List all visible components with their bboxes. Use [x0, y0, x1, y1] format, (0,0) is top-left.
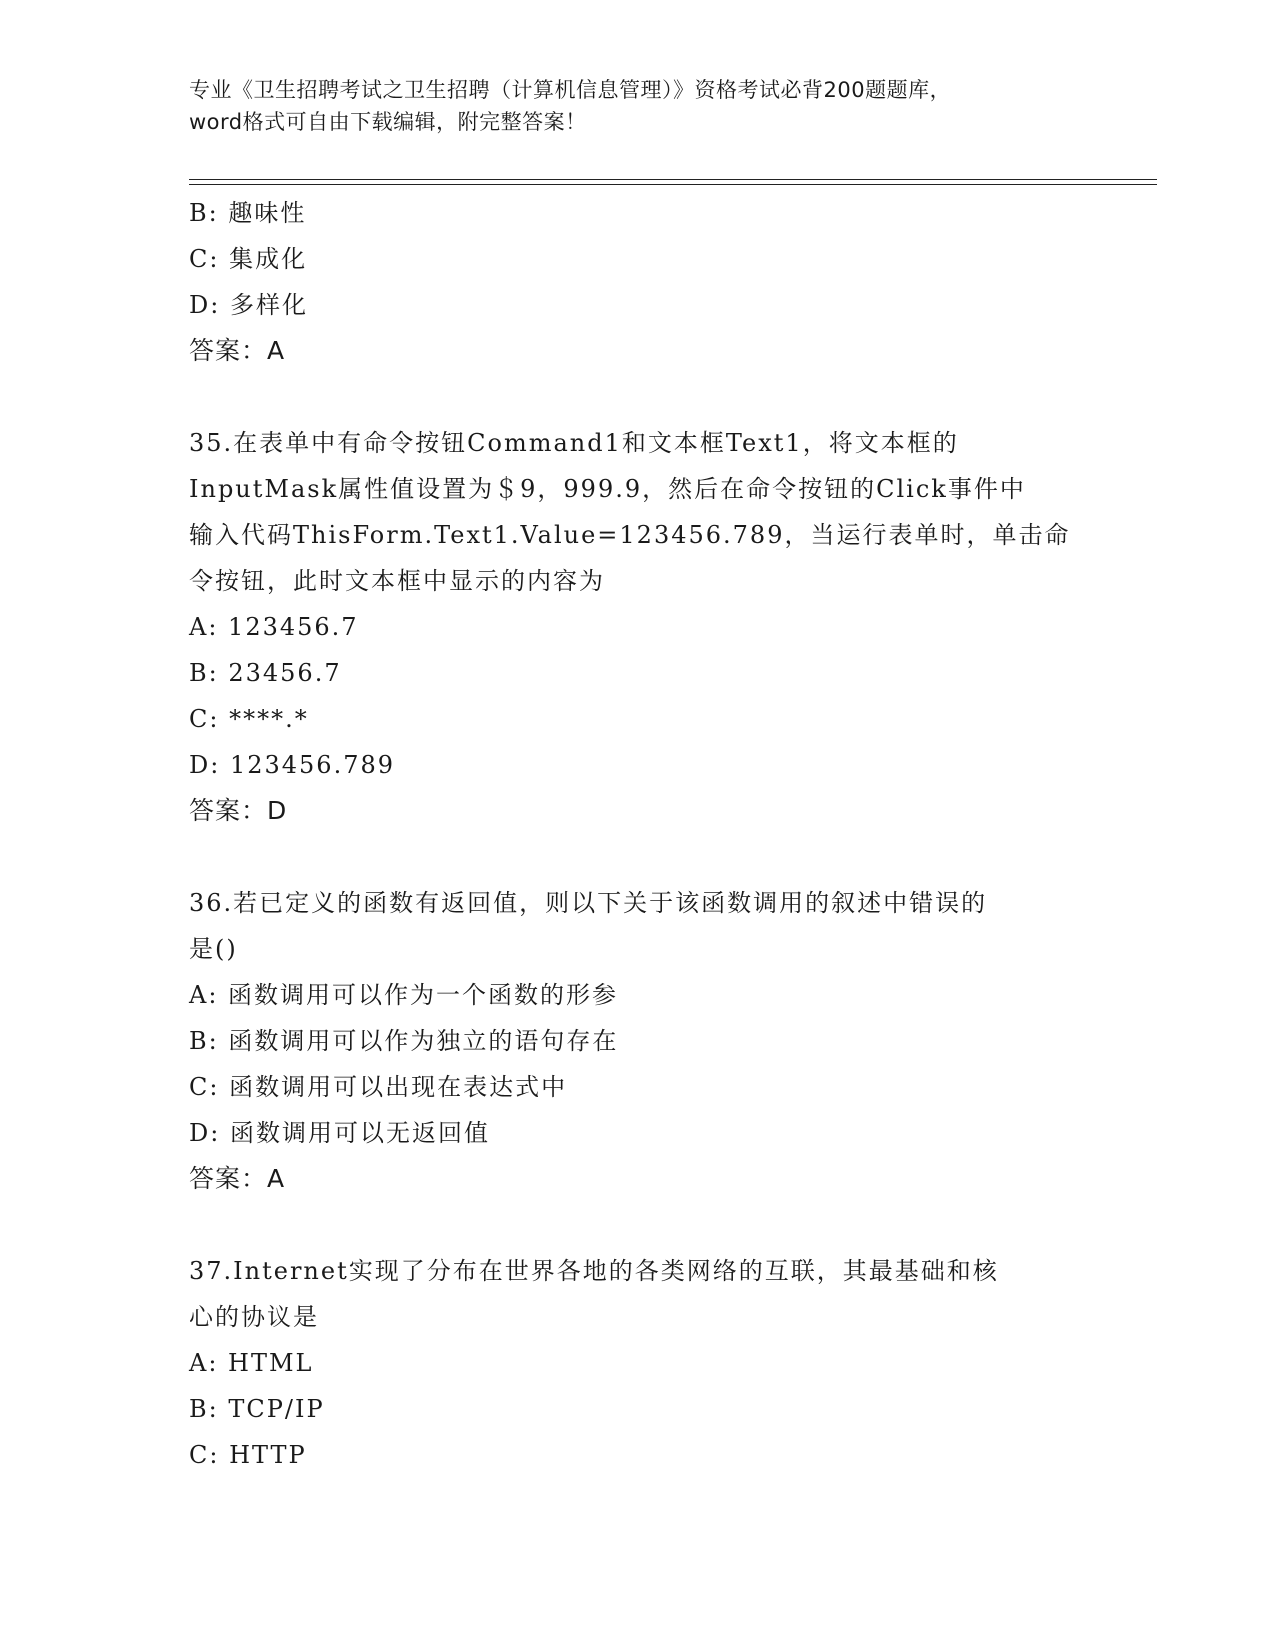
question-36 [189, 880, 1089, 1202]
header-divider-bottom [189, 184, 1157, 185]
question-37 [189, 1248, 1089, 1478]
question-text-line: 心的协议是 [189, 1303, 319, 1331]
answer-line: 答案：A [189, 336, 286, 365]
answer-line: 答案：D [189, 796, 288, 825]
option-c: C: ****.* [189, 705, 309, 733]
option-a: A: 123456.7 [189, 613, 359, 641]
option-c: C: 函数调用可以出现在表达式中 [189, 1073, 568, 1101]
header-line-1: 专业《卫生招聘考试之卫生招聘（计算机信息管理）》资格考试必背200题题库， [189, 78, 952, 102]
document-body [189, 190, 1089, 1478]
document-header [189, 74, 1089, 138]
answer-line: 答案：A [189, 1164, 286, 1193]
option-b: B: 函数调用可以作为独立的语句存在 [189, 1027, 619, 1055]
question-text-line: InputMask属性值设置为＄9，999.9，然后在命令按钮的Click事件中 [189, 475, 1026, 503]
question-text-line: 36.若已定义的函数有返回值，则以下关于该函数调用的叙述中错误的 [189, 889, 988, 917]
question-text-line: 输入代码ThisForm.Text1.Value=123456.789，当运行表单时，单击命 [189, 521, 1071, 549]
option-c: C: HTTP [189, 1441, 307, 1469]
spacer [189, 834, 1089, 880]
question-text-line: 37.Internet实现了分布在世界各地的各类网络的互联，其最基础和核 [189, 1257, 999, 1285]
option-b: B: 23456.7 [189, 659, 342, 687]
option-a: A: 函数调用可以作为一个函数的形参 [189, 981, 619, 1009]
question-text-line: 是() [189, 935, 238, 963]
option-d: D: 函数调用可以无返回值 [189, 1119, 490, 1147]
question-35 [189, 420, 1089, 834]
question-text-line: 35.在表单中有命令按钮Command1和文本框Text1，将文本框的 [189, 429, 959, 457]
question-34-continued [189, 190, 1089, 374]
option-d: D: 多样化 [189, 291, 308, 319]
question-text-line: 令按钮，此时文本框中显示的内容为 [189, 567, 605, 595]
header-line-2: word格式可自由下载编辑，附完整答案！ [189, 110, 587, 134]
option-b: B: TCP/IP [189, 1395, 325, 1423]
option-b: B: 趣味性 [189, 199, 307, 227]
spacer [189, 1202, 1089, 1248]
option-c: C: 集成化 [189, 245, 308, 273]
spacer [189, 374, 1089, 420]
option-a: A: HTML [189, 1349, 314, 1377]
option-d: D: 123456.789 [189, 751, 396, 779]
header-divider-top [189, 179, 1157, 180]
